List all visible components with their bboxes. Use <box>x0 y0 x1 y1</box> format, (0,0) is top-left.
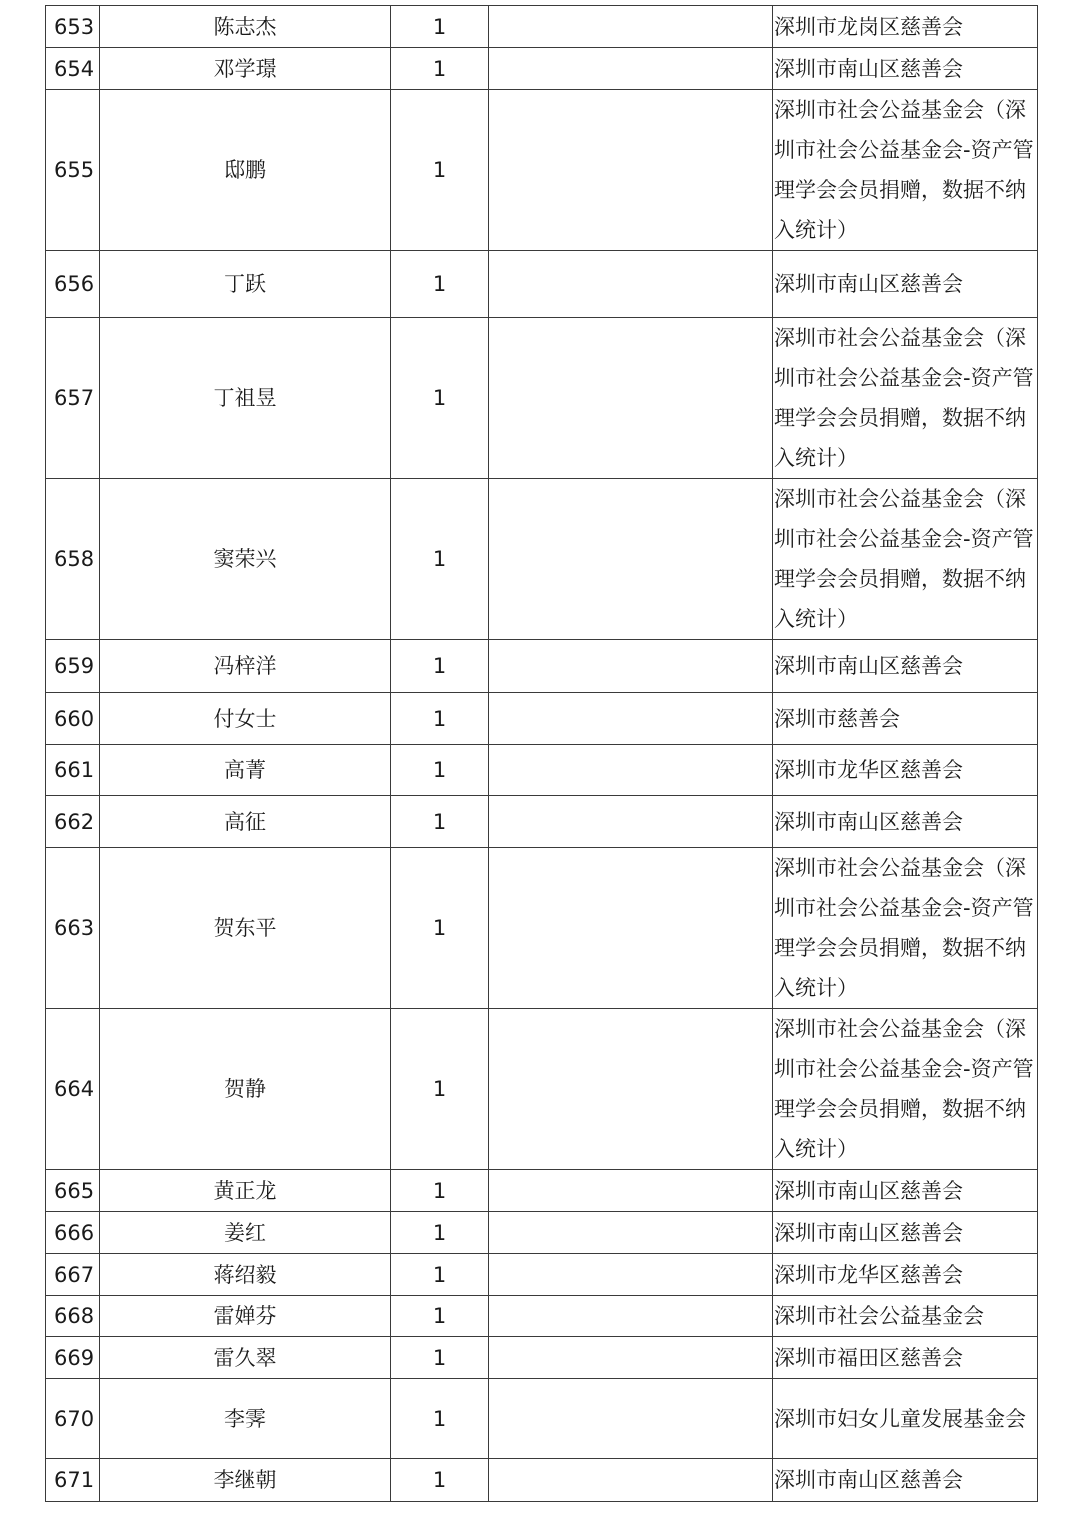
donation-amount: 1 <box>391 693 489 745</box>
donor-name: 邓学璟 <box>100 48 391 90</box>
table-row <box>46 251 1038 318</box>
table-row <box>46 640 1038 693</box>
recipient-organization: 深圳市社会公益基金会（深圳市社会公益基金会-资产管理学会会员捐赠，数据不纳入统计） <box>773 1009 1038 1170</box>
donor-name: 姜红 <box>100 1212 391 1254</box>
note-cell <box>489 1254 773 1296</box>
row-number: 660 <box>46 693 100 745</box>
donation-amount: 1 <box>391 1459 489 1502</box>
table-row <box>46 1337 1038 1379</box>
donation-amount: 1 <box>391 745 489 796</box>
note-cell <box>489 640 773 693</box>
row-number: 663 <box>46 848 100 1009</box>
note-cell <box>489 1459 773 1502</box>
donation-amount: 1 <box>391 1009 489 1170</box>
recipient-organization: 深圳市社会公益基金会（深圳市社会公益基金会-资产管理学会会员捐赠，数据不纳入统计） <box>773 90 1038 251</box>
table-row <box>46 48 1038 90</box>
row-number: 662 <box>46 796 100 848</box>
row-number: 669 <box>46 1337 100 1379</box>
recipient-organization: 深圳市社会公益基金会 <box>773 1296 1038 1337</box>
table-row <box>46 745 1038 796</box>
note-cell <box>489 796 773 848</box>
row-number: 657 <box>46 318 100 479</box>
row-number: 666 <box>46 1212 100 1254</box>
donor-name: 雷婵芬 <box>100 1296 391 1337</box>
row-number: 661 <box>46 745 100 796</box>
recipient-organization: 深圳市南山区慈善会 <box>773 796 1038 848</box>
note-cell <box>489 1296 773 1337</box>
donor-name: 付女士 <box>100 693 391 745</box>
donor-name: 冯梓洋 <box>100 640 391 693</box>
note-cell <box>489 251 773 318</box>
donor-name: 蒋绍毅 <box>100 1254 391 1296</box>
donor-name: 贺东平 <box>100 848 391 1009</box>
note-cell <box>489 318 773 479</box>
table-row <box>46 848 1038 1009</box>
row-number: 656 <box>46 251 100 318</box>
donor-name: 雷久翠 <box>100 1337 391 1379</box>
note-cell <box>489 48 773 90</box>
table-row <box>46 1459 1038 1502</box>
donor-name: 李继朝 <box>100 1459 391 1502</box>
donation-amount: 1 <box>391 479 489 640</box>
donor-name: 窦荣兴 <box>100 479 391 640</box>
table-row <box>46 479 1038 640</box>
donation-amount: 1 <box>391 251 489 318</box>
note-cell <box>489 1337 773 1379</box>
table-row <box>46 796 1038 848</box>
donor-name: 黄正龙 <box>100 1170 391 1212</box>
donation-amount: 1 <box>391 1337 489 1379</box>
donation-amount: 1 <box>391 1254 489 1296</box>
donor-name: 高征 <box>100 796 391 848</box>
recipient-organization: 深圳市龙华区慈善会 <box>773 745 1038 796</box>
row-number: 653 <box>46 6 100 48</box>
recipient-organization: 深圳市南山区慈善会 <box>773 640 1038 693</box>
donor-name: 贺静 <box>100 1009 391 1170</box>
donation-amount: 1 <box>391 1170 489 1212</box>
note-cell <box>489 6 773 48</box>
donor-name: 李霁 <box>100 1379 391 1459</box>
recipient-organization: 深圳市南山区慈善会 <box>773 48 1038 90</box>
donor-name: 丁祖昱 <box>100 318 391 479</box>
note-cell <box>489 745 773 796</box>
table-row <box>46 1009 1038 1170</box>
note-cell <box>489 1009 773 1170</box>
donation-table <box>45 5 1038 1502</box>
recipient-organization: 深圳市南山区慈善会 <box>773 1170 1038 1212</box>
recipient-organization: 深圳市福田区慈善会 <box>773 1337 1038 1379</box>
note-cell <box>489 1379 773 1459</box>
table-row <box>46 318 1038 479</box>
donor-name: 陈志杰 <box>100 6 391 48</box>
donor-name: 邸鹏 <box>100 90 391 251</box>
donation-amount: 1 <box>391 6 489 48</box>
recipient-organization: 深圳市南山区慈善会 <box>773 251 1038 318</box>
note-cell <box>489 693 773 745</box>
recipient-organization: 深圳市龙岗区慈善会 <box>773 6 1038 48</box>
recipient-organization: 深圳市慈善会 <box>773 693 1038 745</box>
note-cell <box>489 1170 773 1212</box>
row-number: 667 <box>46 1254 100 1296</box>
row-number: 655 <box>46 90 100 251</box>
row-number: 659 <box>46 640 100 693</box>
recipient-organization: 深圳市社会公益基金会（深圳市社会公益基金会-资产管理学会会员捐赠，数据不纳入统计） <box>773 848 1038 1009</box>
donation-amount: 1 <box>391 1212 489 1254</box>
recipient-organization: 深圳市南山区慈善会 <box>773 1459 1038 1502</box>
donation-table-body <box>46 6 1038 1502</box>
row-number: 671 <box>46 1459 100 1502</box>
recipient-organization: 深圳市妇女儿童发展基金会 <box>773 1379 1038 1459</box>
donation-amount: 1 <box>391 1379 489 1459</box>
table-row <box>46 1254 1038 1296</box>
row-number: 658 <box>46 479 100 640</box>
table-row <box>46 1170 1038 1212</box>
donation-amount: 1 <box>391 640 489 693</box>
donation-amount: 1 <box>391 848 489 1009</box>
recipient-organization: 深圳市社会公益基金会（深圳市社会公益基金会-资产管理学会会员捐赠，数据不纳入统计） <box>773 318 1038 479</box>
table-row <box>46 6 1038 48</box>
recipient-organization: 深圳市龙华区慈善会 <box>773 1254 1038 1296</box>
donation-amount: 1 <box>391 90 489 251</box>
note-cell <box>489 479 773 640</box>
note-cell <box>489 1212 773 1254</box>
donation-amount: 1 <box>391 1296 489 1337</box>
row-number: 665 <box>46 1170 100 1212</box>
recipient-organization: 深圳市南山区慈善会 <box>773 1212 1038 1254</box>
table-row <box>46 1379 1038 1459</box>
donation-amount: 1 <box>391 48 489 90</box>
note-cell <box>489 848 773 1009</box>
donor-name: 高菁 <box>100 745 391 796</box>
donation-amount: 1 <box>391 796 489 848</box>
row-number: 668 <box>46 1296 100 1337</box>
table-row <box>46 693 1038 745</box>
donation-amount: 1 <box>391 318 489 479</box>
table-row <box>46 1296 1038 1337</box>
donor-name: 丁跃 <box>100 251 391 318</box>
table-row <box>46 1212 1038 1254</box>
row-number: 654 <box>46 48 100 90</box>
table-row <box>46 90 1038 251</box>
recipient-organization: 深圳市社会公益基金会（深圳市社会公益基金会-资产管理学会会员捐赠，数据不纳入统计） <box>773 479 1038 640</box>
row-number: 664 <box>46 1009 100 1170</box>
note-cell <box>489 90 773 251</box>
row-number: 670 <box>46 1379 100 1459</box>
